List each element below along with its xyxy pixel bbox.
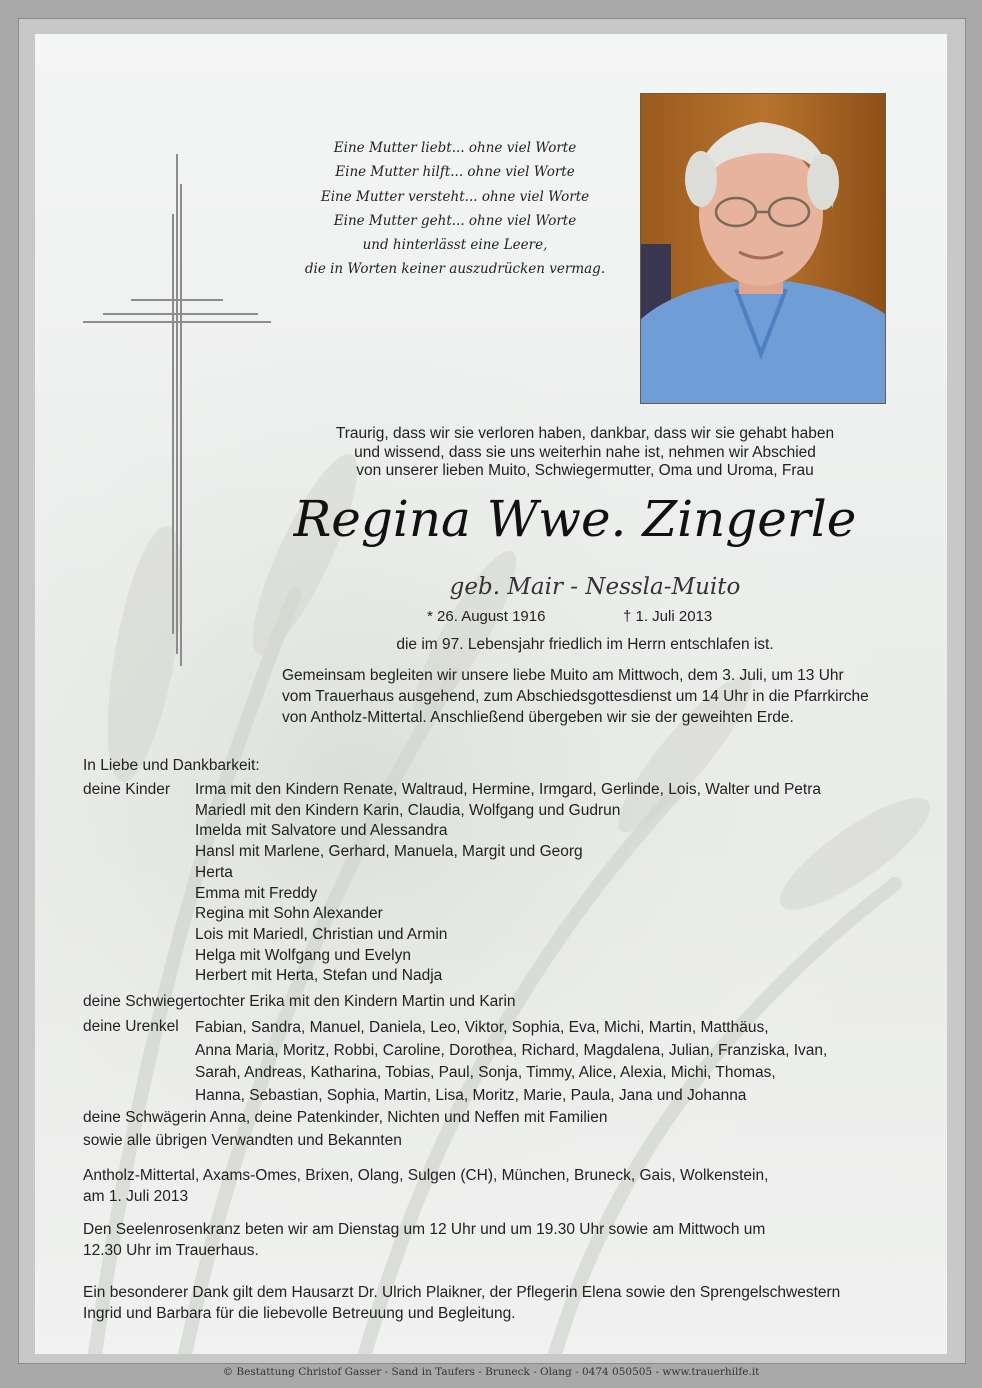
list-item: Irma mit den Kindern Renate, Waltraud, Hermine, Irmgard, Gerlinde, Lois, Walter und Petra <box>195 781 822 798</box>
list-item: Imelda mit Salvatore und Alessandra <box>195 822 448 840</box>
thanks-line: Ingrid und Barbara für die liebevolle Betreuung und Begleitung. <box>83 1305 516 1322</box>
list-item: Emma mit Freddy <box>195 884 318 902</box>
intro-text <box>265 425 905 481</box>
rosary-line: Den Seelenrosenkranz beten wir am Dienstag um 12 Uhr und um 19.30 Uhr sowie am Mittwoch um <box>83 1221 766 1238</box>
places-line: Antholz-Mittertal, Axams-Omes, Brixen, Olang, Sulgen (CH), München, Bruneck, Gais, Wolkenstein, <box>83 1167 769 1184</box>
list-item: Sarah, Andreas, Katharina, Tobias, Paul, Sonja, Timmy, Alice, Alexia, Michi, Thomas, <box>195 1064 776 1081</box>
thanks-line: Ein besonderer Dank gilt dem Hausarzt Dr. Ulrich Plaikner, der Pflegerin Elena sowie den Sprengelschwestern <box>83 1284 841 1301</box>
date-line: am 1. Juli 2013 <box>83 1188 189 1205</box>
poem-line: Eine Mutter hilft... ohne viel Worte <box>335 164 575 181</box>
funeral-line: vom Trauerhaus ausgehend, zum Abschiedsgottesdienst um 14 Uhr in die Pfarrkirche <box>282 688 869 705</box>
schwiegertochter-line: deine Schwiegertochter Erika mit den Kindern Martin und Karin <box>83 993 516 1010</box>
urenkel-list <box>195 1017 827 1107</box>
funeral-line: von Antholz-Mittertal. Anschließend übergeben wir sie der geweihten Erde. <box>282 709 794 726</box>
schwaegerin-line: deine Schwägerin Anna, deine Patenkinder, Nichten und Neffen mit Familien <box>83 1109 608 1126</box>
poem <box>225 136 685 282</box>
thanks-text <box>83 1282 903 1324</box>
poem-line: Eine Mutter versteht... ohne viel Worte <box>320 188 590 205</box>
rosary-line: 12.30 Uhr im Trauerhaus. <box>83 1242 259 1259</box>
deceased-name: Regina Wwe. Zingerle <box>293 490 857 548</box>
poem-line: die in Worten keiner auszudrücken vermag. <box>304 261 606 278</box>
list-item: Lois mit Mariedl, Christian und Armin <box>195 925 448 943</box>
intro-line: von unserer lieben Muito, Schwiegermutter, Oma und Uroma, Frau <box>356 462 814 479</box>
funeral-line: Gemeinsam begleiten wir unsere liebe Muito am Mittwoch, dem 3. Juli, um 13 Uhr <box>282 667 844 684</box>
list-item: Mariedl mit den Kindern Karin, Claudia, Wolfgang und Gudrun <box>195 801 621 819</box>
intro-line: und wissend, dass sie uns weiterhin nahe ist, nehmen wir Abschied <box>354 443 816 461</box>
verwandte-line: sowie alle übrigen Verwandten und Bekannten <box>83 1132 402 1149</box>
birth-name: geb. Mair - Nessla-Muito <box>449 574 741 600</box>
urenkel-section <box>83 1017 903 1103</box>
portrait-photo <box>640 93 886 404</box>
death-date: † 1. Juli 2013 <box>623 608 713 625</box>
kinder-label: deine Kinder <box>83 781 171 798</box>
kinder-section <box>83 780 903 990</box>
birth-date: * 26. August 1916 <box>427 608 546 625</box>
list-item: Regina mit Sohn Alexander <box>195 905 383 923</box>
intro-line: Traurig, dass wir sie verloren haben, dankbar, dass wir sie gehabt haben <box>335 425 835 442</box>
poem-line: und hinterlässt eine Leere, <box>362 237 548 254</box>
list-item: Fabian, Sandra, Manuel, Daniela, Leo, Viktor, Sophia, Eva, Michi, Martin, Matthäus, <box>195 1019 769 1036</box>
funeral-info <box>282 665 922 728</box>
obituary-card <box>35 34 947 1354</box>
passing-statement: die im 97. Lebensjahr friedlich im Herrn entschlafen ist. <box>396 636 774 653</box>
list-item: Herta <box>195 863 233 881</box>
poem-line: Eine Mutter liebt... ohne viel Worte <box>333 140 577 156</box>
list-item: Helga mit Wolfgang und Evelyn <box>195 946 411 964</box>
list-item: Herbert mit Herta, Stefan und Nadja <box>195 967 443 985</box>
list-item: Hanna, Sebastian, Sophia, Martin, Lisa, Moritz, Marie, Paula, Jana und Johanna <box>195 1086 747 1104</box>
urenkel-label: deine Urenkel <box>83 1018 179 1035</box>
places-date <box>83 1165 903 1207</box>
poem-line: Eine Mutter geht... ohne viel Worte <box>333 212 577 229</box>
footer-credit: © Bestattung Christof Gasser - Sand in Taufers - Bruneck - Olang - 0474 050505 - www.trauerhilfe.it <box>222 1366 760 1378</box>
kinder-list <box>195 780 821 987</box>
list-item: Anna Maria, Moritz, Robbi, Caroline, Dorothea, Richard, Magdalena, Julian, Franziska, Ivan, <box>195 1041 828 1059</box>
list-item: Hansl mit Marlene, Gerhard, Manuela, Margit und Georg <box>195 843 583 861</box>
rosary-info <box>83 1219 903 1261</box>
in-liebe-heading: In Liebe und Dankbarkeit: <box>83 757 260 774</box>
